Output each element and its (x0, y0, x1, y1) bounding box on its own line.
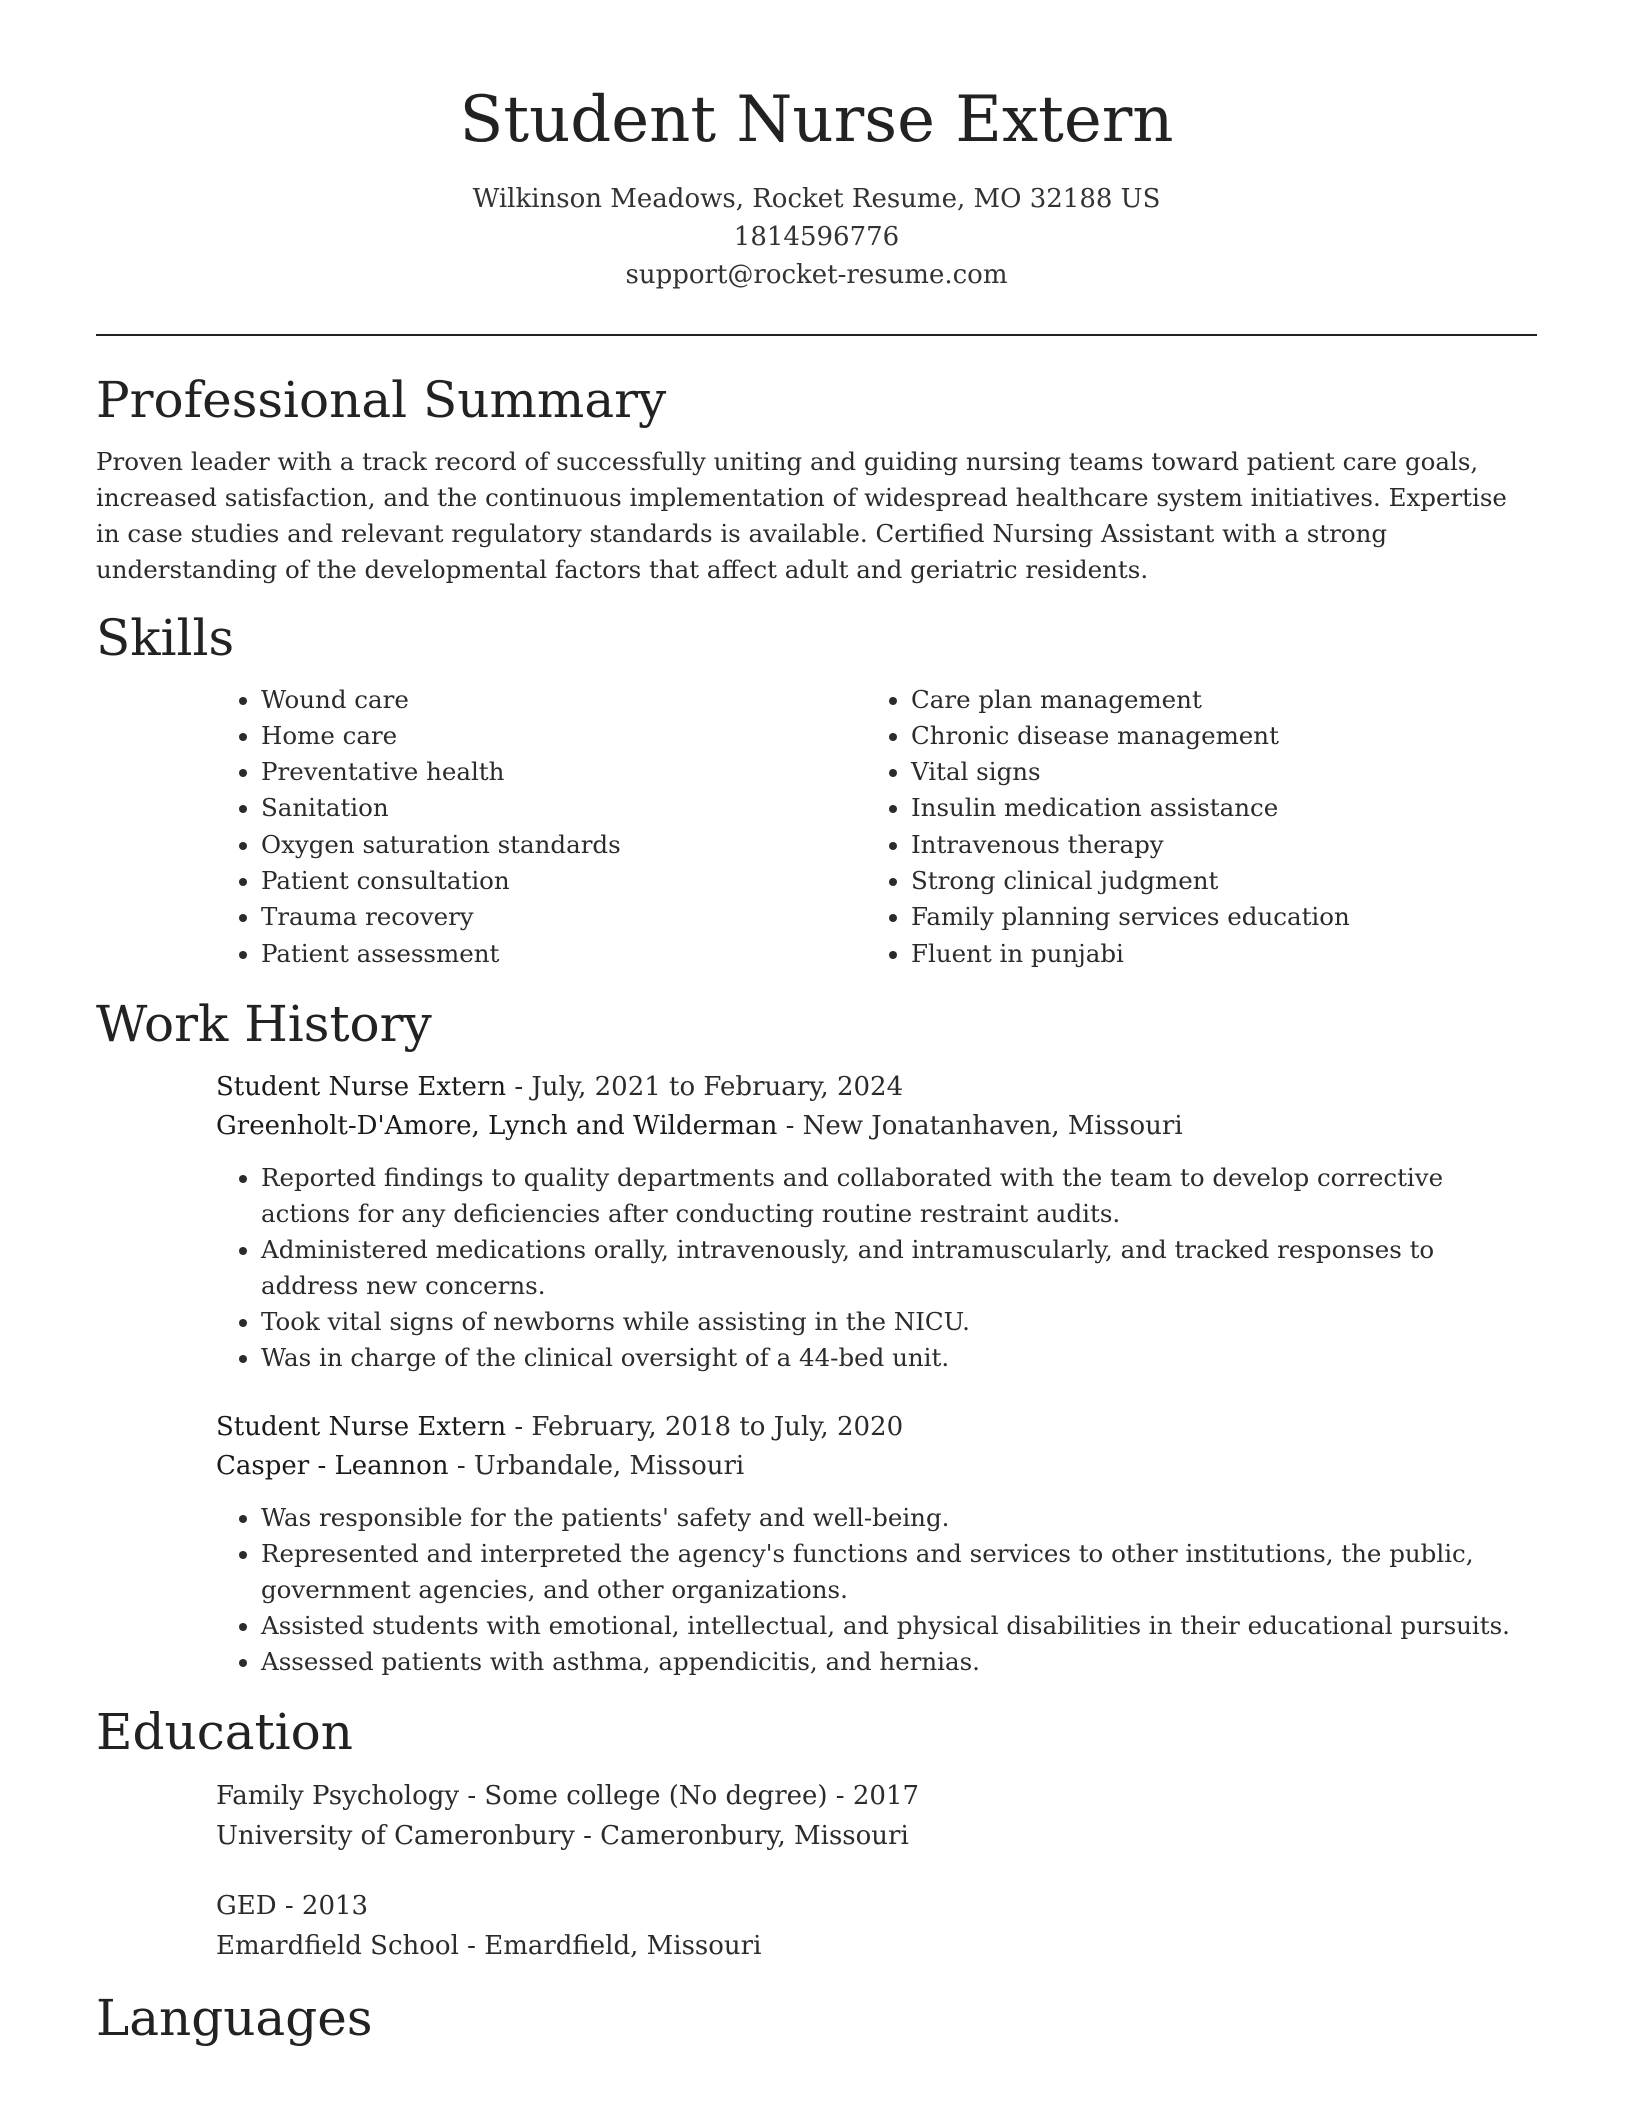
education-degree: Family Psychology - Some college (No degree) (216, 1780, 828, 1811)
resume-header (96, 0, 1537, 294)
job-bullets (96, 1160, 1537, 1376)
skill-item: • Chronic disease management (911, 718, 1516, 754)
job-position: Student Nurse Extern (216, 1071, 507, 1102)
job-title-line (216, 1408, 1537, 1447)
job-location: - Urbandale, Missouri (448, 1450, 745, 1481)
education-degree: GED (216, 1890, 277, 1921)
education-heading: Education (96, 1702, 353, 1761)
education-location: - Cameronbury, Missouri (574, 1820, 909, 1851)
languages-heading: Languages (96, 1988, 373, 2047)
skill-item: • Intravenous therapy (911, 827, 1516, 863)
header-divider (96, 334, 1537, 336)
skill-item: • Fluent in punjabi (911, 936, 1516, 972)
job-bullet: • Reported findings to quality departments and collaborated with the team to develop corrective actions for any deficiencies after conducting routine restraint audits. (261, 1160, 1537, 1232)
skill-item: • Patient consultation (261, 863, 866, 899)
job-bullet: • Was responsible for the patients' safety and well-being. (261, 1500, 1537, 1536)
skill-item: • Wound care (261, 682, 866, 718)
education-school: University of Cameronbury (216, 1820, 575, 1851)
job-bullets (96, 1500, 1537, 1680)
skills-column-left (216, 682, 866, 972)
skill-item: • Home care (261, 718, 866, 754)
education-degree-line (216, 1886, 1537, 1926)
skill-item: • Care plan management (911, 682, 1516, 718)
education-year: - 2013 (276, 1890, 369, 1921)
skill-item: • Family planning services education (911, 899, 1516, 935)
education-entry (216, 1886, 1537, 1966)
contact-block (96, 180, 1537, 294)
skill-item: • Oxygen saturation standards (261, 827, 866, 863)
job-position: Student Nurse Extern (216, 1411, 507, 1442)
candidate-name: Student Nurse Extern (459, 83, 1174, 157)
education-school: Emardfield School (216, 1930, 459, 1961)
resume-page (96, 0, 1537, 2048)
skill-item: • Vital signs (911, 754, 1516, 790)
skill-item: • Sanitation (261, 790, 866, 826)
job-location: - New Jonatanhaven, Missouri (777, 1110, 1183, 1141)
email-link[interactable]: support@rocket-resume.com (625, 259, 1008, 290)
job-bullet: • Represented and interpreted the agency's functions and services to other institutions, the public, government agencies, and other organizations. (261, 1536, 1537, 1608)
job-entry (216, 1068, 1537, 1376)
education-school-line (216, 1816, 1537, 1856)
job-bullet: • Took vital signs of newborns while assisting in the NICU. (261, 1304, 1537, 1340)
education-school-line (216, 1926, 1537, 1966)
summary-text: Proven leader with a track record of successfully uniting and guiding nursing teams toward patient care goals, increased satisfaction, and the continuous implementation of widespread healthcare system initiatives. Expertise in case studies and relevant regulatory standards is available. Certified Nursing Assistant with a strong understanding of the developmental factors that affect adult and geriatric residents. (96, 446, 1507, 584)
job-title-line (216, 1068, 1537, 1107)
job-bullet: • Was in charge of the clinical oversight of a 44-bed unit. (261, 1340, 1537, 1376)
job-bullet: • Assessed patients with asthma, appendicitis, and hernias. (261, 1644, 1537, 1680)
skill-item: • Patient assessment (261, 936, 866, 972)
job-company-line (216, 1447, 1537, 1486)
education-year: - 2017 (827, 1780, 920, 1811)
education-entry (216, 1776, 1537, 1856)
job-company-line (216, 1107, 1537, 1146)
education-degree-line (216, 1776, 1537, 1816)
job-entry (216, 1408, 1537, 1680)
job-bullet: • Administered medications orally, intravenously, and intramuscularly, and tracked responses to address new concerns. (261, 1232, 1537, 1304)
skills-list (216, 682, 1537, 972)
skill-item: • Trauma recovery (261, 899, 866, 935)
address: Wilkinson Meadows, Rocket Resume, MO 32188 US (472, 183, 1161, 214)
skills-heading: Skills (96, 608, 235, 667)
job-bullet: • Assisted students with emotional, intellectual, and physical disabilities in their educational pursuits. (261, 1608, 1537, 1644)
job-company: Casper - Leannon (216, 1450, 449, 1481)
education-location: - Emardfield, Missouri (458, 1930, 762, 1961)
work-history-heading: Work History (96, 994, 432, 1053)
skills-column-right (866, 682, 1516, 972)
phone: 1814596776 (733, 221, 900, 252)
skill-item: • Preventative health (261, 754, 866, 790)
job-dates: - July, 2021 to February, 2024 (506, 1071, 904, 1102)
skill-item: • Strong clinical judgment (911, 863, 1516, 899)
summary-heading: Professional Summary (96, 370, 667, 429)
job-company: Greenholt-D'Amore, Lynch and Wilderman (216, 1110, 778, 1141)
skill-item: • Insulin medication assistance (911, 790, 1516, 826)
job-dates: - February, 2018 to July, 2020 (506, 1411, 904, 1442)
